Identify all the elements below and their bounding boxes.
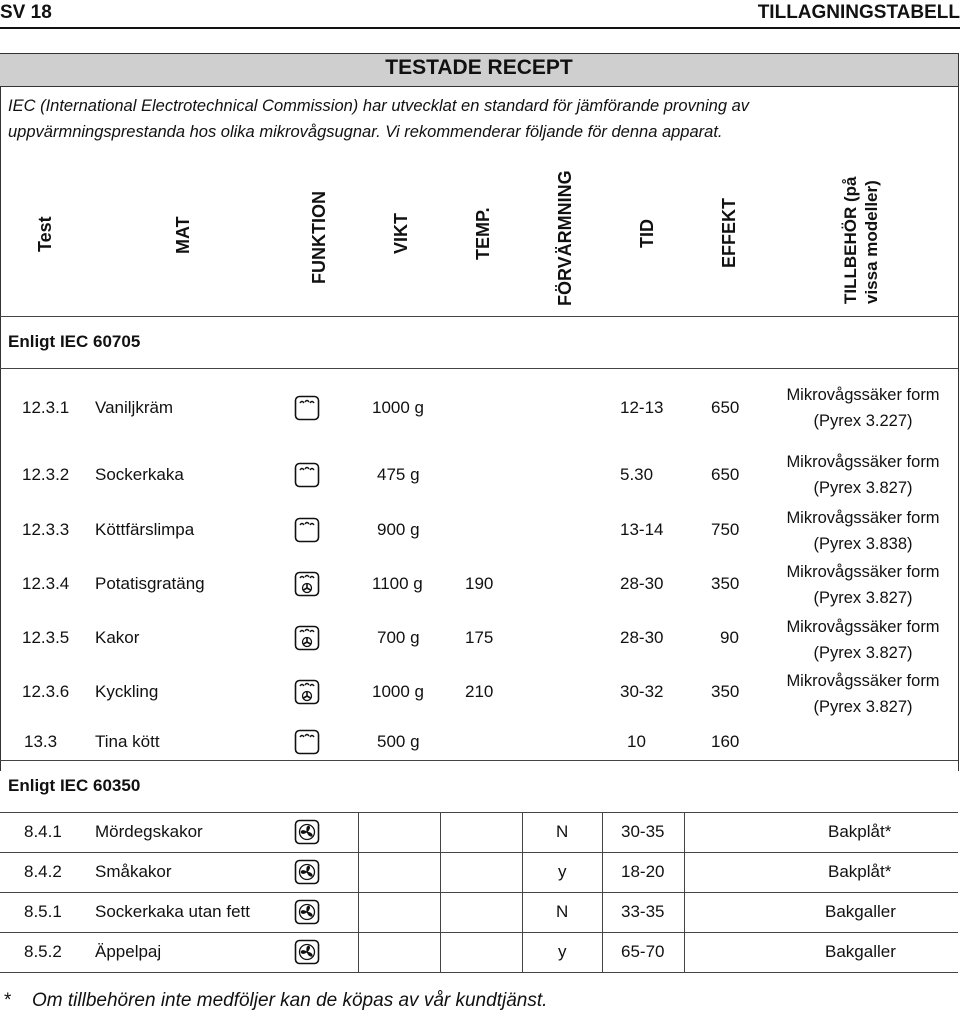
section-iec-60705: Enligt IEC 60705 xyxy=(8,332,141,351)
column-separator xyxy=(766,372,767,760)
column-separator xyxy=(602,372,603,760)
row-time: 10 xyxy=(627,732,646,751)
row-rule xyxy=(0,932,958,933)
row-rule xyxy=(0,892,958,893)
row-weight: 1100 g xyxy=(372,574,423,593)
row-accessory-line1: Mikrovågssäker form xyxy=(786,386,940,404)
table-intro: IEC (International Electrotechnical Commission) har utvecklat en standard för jämförande provning av uppvärmningsprestanda hos olika mikrovågsugnar. Vi rekommenderar följande för denna apparat. xyxy=(8,97,750,141)
row-accessory: Bakplåt* xyxy=(828,822,892,841)
column-header-forvarmning: FÖRVÄRMNING xyxy=(555,170,575,306)
row-time: 30-35 xyxy=(621,822,665,841)
row-time: 18-20 xyxy=(621,862,665,881)
row-accessory-line1: Mikrovågssäker form xyxy=(786,453,940,471)
row-accessory-line2: (Pyrex 3.827) xyxy=(813,589,913,607)
row-power: 650 xyxy=(711,398,740,417)
row-power: 350 xyxy=(711,574,740,593)
row-test-number: 8.4.1 xyxy=(24,822,62,841)
row-power: 160 xyxy=(711,732,740,751)
row-temp: 190 xyxy=(465,574,494,593)
row-test-number: 12.3.5 xyxy=(22,628,70,647)
section1-rule xyxy=(0,368,958,369)
row-food: Köttfärslimpa xyxy=(95,520,195,539)
row-accessory: Bakplåt* xyxy=(828,862,892,881)
column-separator xyxy=(522,812,523,972)
row-food: Småkakor xyxy=(95,862,172,881)
row-weight: 1000 g xyxy=(372,398,424,417)
table-bottom-rule xyxy=(0,972,958,973)
row-weight: 475 g xyxy=(377,465,420,484)
column-header-tillbehor-line1: TILLBEHÖR (på xyxy=(841,176,860,304)
column-separator xyxy=(358,812,359,972)
row-test-number: 8.5.2 xyxy=(24,942,62,961)
row-power: 350 xyxy=(711,682,740,701)
microwave-fan-icon xyxy=(294,625,320,651)
row-food: Kyckling xyxy=(95,682,159,701)
column-separator xyxy=(602,812,603,972)
row-accessory-line2: (Pyrex 3.827) xyxy=(813,479,913,497)
row-food: Vaniljkräm xyxy=(95,398,174,417)
column-header-vikt: VIKT xyxy=(391,212,411,254)
fan-icon xyxy=(294,939,320,965)
row-accessory: Bakgaller xyxy=(825,902,896,921)
section-title: TILLAGNINGSTABELL xyxy=(757,2,960,23)
section2-top-rule xyxy=(0,760,958,761)
row-test-number: 12.3.1 xyxy=(22,398,70,417)
row-test-number: 12.3.6 xyxy=(22,682,70,701)
column-separator xyxy=(684,372,685,760)
column-header-temp: TEMP. xyxy=(473,207,493,260)
row-preheat: N xyxy=(556,902,569,921)
row-accessory-line1: Mikrovågssäker form xyxy=(786,563,940,581)
footnote-text: Om tillbehören inte medföljer kan de köpas av vår kundtjänst. xyxy=(32,990,548,1011)
column-header-mat: MAT xyxy=(173,216,193,254)
row-accessory-line2: (Pyrex 3.838) xyxy=(813,535,913,553)
column-header-effekt: EFFEKT xyxy=(719,198,739,268)
row-temp: 210 xyxy=(465,682,494,701)
microwave-fan-icon xyxy=(294,679,320,705)
microwave-icon xyxy=(294,517,320,543)
microwave-icon xyxy=(294,462,320,488)
row-power: 650 xyxy=(711,465,740,484)
row-accessory-line1: Mikrovågssäker form xyxy=(786,509,940,527)
microwave-icon xyxy=(294,729,320,755)
column-header-tillbehor xyxy=(840,177,882,305)
row-food: Tina kött xyxy=(95,732,160,751)
row-test-number: 8.5.1 xyxy=(24,902,62,921)
header-bottom-rule xyxy=(0,316,958,317)
row-rule xyxy=(0,852,958,853)
footnote-star: * xyxy=(4,990,12,1011)
row-weight: 500 g xyxy=(377,732,420,751)
fan-icon xyxy=(294,859,320,885)
column-separator xyxy=(684,812,685,972)
row-preheat: y xyxy=(558,942,567,961)
row-power: 750 xyxy=(711,520,740,539)
column-header-tid: TID xyxy=(637,219,657,248)
column-header-funktion: FUNKTION xyxy=(309,191,329,284)
row-accessory-line2: (Pyrex 3.827) xyxy=(813,644,913,662)
column-separator xyxy=(440,372,441,760)
row-accessory-line2: (Pyrex 3.227) xyxy=(813,412,913,430)
row-food: Potatisgratäng xyxy=(95,574,205,593)
table-title: TESTADE RECEPT xyxy=(385,56,573,79)
microwave-fan-icon xyxy=(294,571,320,597)
row-food: Äppelpaj xyxy=(95,942,162,961)
microwave-icon xyxy=(294,395,320,421)
fan-icon xyxy=(294,899,320,925)
row-time: 13-14 xyxy=(620,520,664,539)
row-food: Mördegskakor xyxy=(95,822,203,841)
row-time: 33-35 xyxy=(621,902,665,921)
column-separator xyxy=(522,372,523,760)
row-weight: 900 g xyxy=(377,520,420,539)
row-temp: 175 xyxy=(465,628,494,647)
row-time: 30-32 xyxy=(620,682,664,701)
column-header-test: Test xyxy=(35,216,55,252)
row-accessory: Bakgaller xyxy=(825,942,896,961)
row-power: 90 xyxy=(720,628,739,647)
column-header-tillbehor-line2: vissa modeller) xyxy=(862,180,881,304)
row-time: 28-30 xyxy=(620,574,664,593)
section-iec-60350: Enligt IEC 60350 xyxy=(8,776,141,795)
row-test-number: 12.3.2 xyxy=(22,465,70,484)
row-food: Sockerkaka xyxy=(95,465,184,484)
row-food: Kakor xyxy=(95,628,140,647)
row-time: 12-13 xyxy=(620,398,664,417)
row-preheat: N xyxy=(556,822,569,841)
column-separator xyxy=(355,372,356,760)
row-food: Sockerkaka utan fett xyxy=(95,902,250,921)
row-test-number: 8.4.2 xyxy=(24,862,62,881)
row-weight: 1000 g xyxy=(372,682,424,701)
header-rule xyxy=(0,27,960,29)
row-test-number: 13.3 xyxy=(24,732,58,751)
row-preheat: y xyxy=(558,862,567,881)
row-time: 5.30 xyxy=(620,465,654,484)
row-weight: 700 g xyxy=(377,628,420,647)
row-time: 65-70 xyxy=(621,942,665,961)
row-accessory-line2: (Pyrex 3.827) xyxy=(813,698,913,716)
fan-icon xyxy=(294,819,320,845)
section2-rule xyxy=(0,812,958,813)
row-accessory-line1: Mikrovågssäker form xyxy=(786,672,940,690)
page-number: SV 18 xyxy=(0,2,52,23)
row-test-number: 12.3.3 xyxy=(22,520,70,539)
row-time: 28-30 xyxy=(620,628,664,647)
row-test-number: 12.3.4 xyxy=(22,574,70,593)
column-separator xyxy=(440,812,441,972)
row-accessory-line1: Mikrovågssäker form xyxy=(786,618,940,636)
